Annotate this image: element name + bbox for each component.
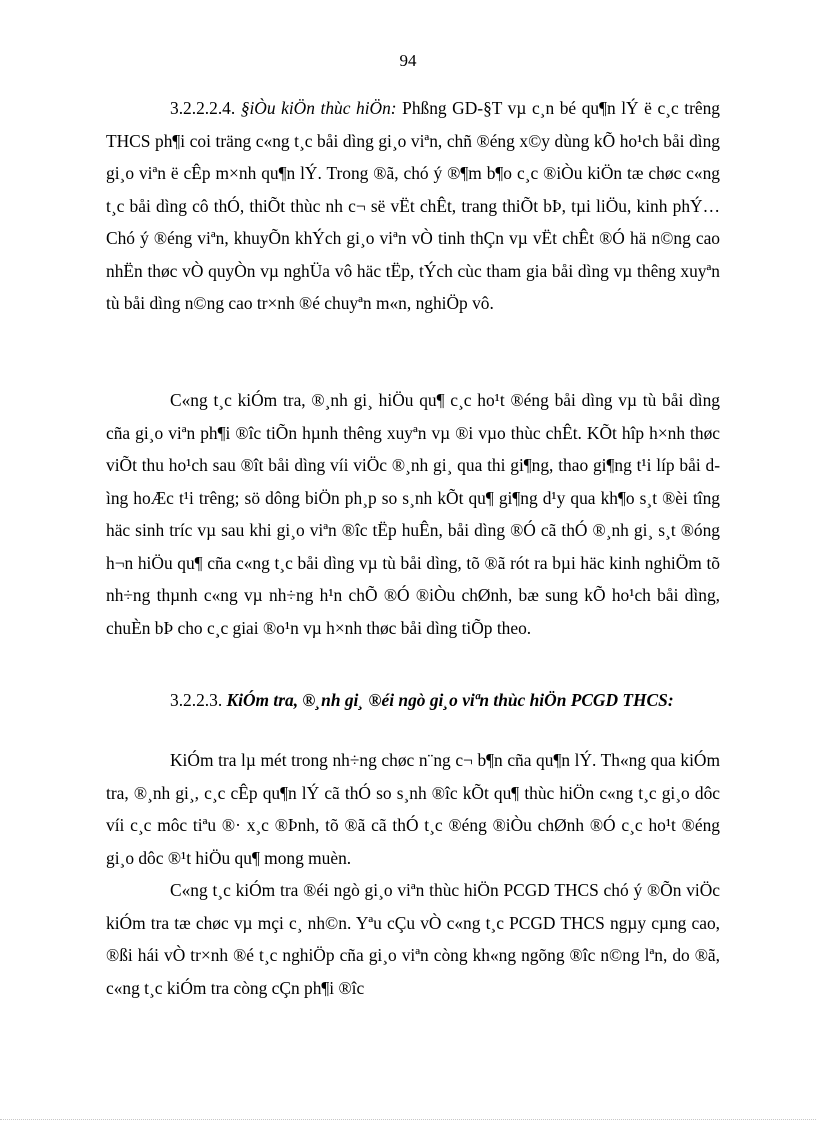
page-bottom-border — [0, 1119, 816, 1120]
paragraph-kiem-tra-chuc-nang-block — [106, 744, 720, 874]
paragraph-text: Phßng GD-§T vµ c¸n bé qu¶n lÝ ë c¸c trêng THCS ph¶i coi träng c«ng t¸c båi dìng gi¸o viªn, chñ ®éng x©y dùng kÕ ho¹ch båi dìng gi¸o viªn ë cÊp m×nh qu¶n lÝ. Trong ®ã, chó ý ®¶m b¶o c¸c ®iÒu kiÖn tæ chøc c«ng t¸c båi dìng cô thÓ, thiÕt thùc nh c¬ së vËt chÊt, trang thiÕt bÞ, tµi liÖu, kinh phÝ… Chó ý ®éng viªn, khuyÕn khÝch gi¸o viªn vÒ tinh thÇn vµ vËt chÊt ®Ó hä n©ng cao nhËn thøc vÒ quyÒn vµ nghÜa vô häc tËp, tÝch cùc tham gia båi dìng vµ thêng xuyªn tù båi dìng n©ng cao tr×nh ®é chuyªn m«n, nghiÖp vô. — [106, 98, 720, 313]
page-number: 94 — [399, 51, 417, 70]
section-3-2-2-2-4 — [106, 92, 720, 320]
section-3-2-2-3 — [106, 684, 720, 717]
heading-kiem-tra-danh-gia — [106, 684, 720, 717]
paragraph-dieu-kien-thuc-hien — [106, 92, 720, 320]
section-title: KiÓm tra, ®¸nh gi¸ ®éi ngò gi¸o viªn thùc hiÖn PCGD THCS: — [226, 690, 674, 710]
section-number: 3.2.2.2.4. — [170, 98, 241, 118]
section-title: §iÒu kiÖn thùc hiÖn: — [240, 98, 397, 118]
paragraph-kiem-tra-doi-ngu-block — [106, 874, 720, 1004]
paragraph-kiem-tra-chuc-nang: KiÓm tra lµ mét trong nh÷ng chøc n¨ng c¬ b¶n cña qu¶n lÝ. Th«ng qua kiÓm tra, ®¸nh gi¸, c¸c cÊp qu¶n lÝ cã thÓ so s¸nh ®îc kÕt qu¶ thùc hiÖn c«ng t¸c gi¸o dôc víi c¸c môc tiªu ®· x¸c ®Þnh, tõ ®ã cã thÓ t¸c ®éng ®iÒu chØnh ®Ó c¸c ho¹t ®éng gi¸o dôc ®¹t hiÖu qu¶ mong muèn. — [106, 750, 720, 868]
paragraph-kiem-tra-doi-ngu: C«ng t¸c kiÓm tra ®éi ngò gi¸o viªn thùc hiÖn PCGD THCS chó ý ®Õn viÖc kiÓm tra tæ chøc vµ mçi c¸ nh©n. Yªu cÇu vÒ c«ng t¸c PCGD THCS ngµy cµng cao, ®ßi hái vÒ tr×nh ®é t¸c nghiÖp cña gi¸o viªn còng kh«ng ngõng ®îc n©ng lªn, do ®ã, c«ng t¸c kiÓm tra còng cÇn ph¶i ®îc — [106, 880, 720, 998]
paragraph-kiem-tra-hieu-qua-block — [106, 384, 720, 644]
paragraph-kiem-tra-hieu-qua: C«ng t¸c kiÓm tra, ®¸nh gi¸ hiÖu qu¶ c¸c ho¹t ®éng båi dìng vµ tù båi dìng cña gi¸o viªn ph¶i ®îc tiÕn hµnh thêng xuyªn vµ ®i vµo thùc chÊt. KÕt hîp h×nh thøc viÕt thu ho¹ch sau ®ît båi dìng víi viÖc ®¸nh gi¸ qua thi gi¶ng, thao gi¶ng t¹i líp båi dìng hoÆc t¹i trêng; sö dông biÖn ph¸p so s¸nh kÕt qu¶ gi¶ng d¹y qua kh¶o s¸t ®èi tîng häc sinh tríc vµ sau khi gi¸o viªn ®îc tËp huÊn, båi dìng ®Ó cã thÓ ®¸nh gi¸ s¸t ®óng h¬n hiÖu qu¶ cña c«ng t¸c båi dìng vµ tù båi dìng, tõ ®ã rót ra bµi häc kinh nghiÖm tõ nh÷ng thµnh c«ng vµ nh÷ng h¹n chÕ ®Ó ®iÒu chØnh, bæ sung kÕ ho¹ch båi dìng, chuÈn bÞ cho c¸c giai ®o¹n vµ h×nh thøc båi dìng tiÕp theo. — [106, 390, 720, 638]
section-number: 3.2.2.3. — [170, 690, 227, 710]
